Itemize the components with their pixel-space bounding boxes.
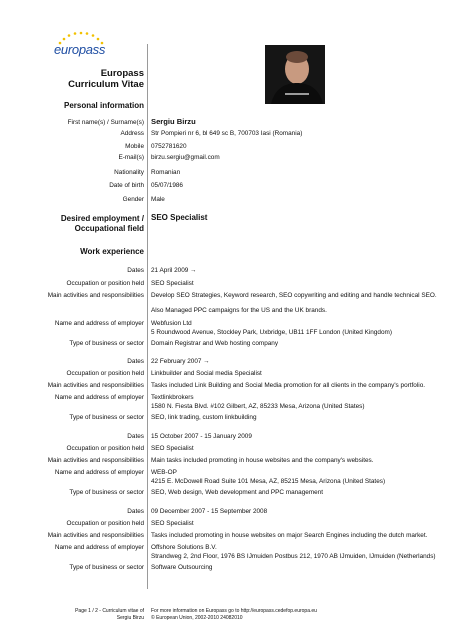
job1-employer-name: Webfusion Ltd	[151, 320, 192, 327]
job4-employer-label: Name and address of employer	[54, 544, 144, 551]
mobile-value: 0752781620	[151, 143, 187, 150]
job4-dates: 09 December 2007 - 15 September 2008	[151, 508, 268, 515]
job2-dates: 22 February 2007 →	[151, 358, 210, 365]
job4-activities-label: Main activities and responsibilities	[47, 532, 144, 539]
job3-employer-name: WEB-OP	[151, 469, 177, 476]
nationality-value: Romanian	[151, 169, 181, 176]
footer-left-line-1: Page 1 / 2 - Curriculum vitae of	[75, 608, 144, 614]
job3-occupation: SEO Specialist	[151, 445, 194, 452]
footer-right-line-1: For more information on Europass go to http://europass.cedefop.europa.eu	[151, 608, 317, 614]
europass-logo	[50, 30, 112, 70]
job1-occupation-label: Occupation or position held	[66, 280, 144, 287]
job1-dates: 21 April 2009 →	[151, 267, 197, 274]
footer-left-line-2: Sergiu Birzu	[116, 614, 144, 621]
job2-dates-label: Dates	[127, 358, 144, 365]
work-experience-heading: Work experience	[80, 247, 144, 256]
job3-business: SEO, Web design, Web development and PPC management	[151, 489, 324, 496]
email-value: birzu.sergiu@gmail.com	[151, 154, 220, 161]
desired-employment-value: SEO Specialist	[151, 213, 208, 222]
job1-activities-label: Main activities and responsibilities	[47, 292, 144, 299]
job4-employer-address: Strandweg 2, 2nd Floor, 1976 BS IJmuiden Postbus 212, 1970 AB IJmuiden, IJmuiden (Netherlands)	[151, 553, 436, 560]
job1-business-label: Type of business or sector	[69, 340, 144, 347]
job1-dates-label: Dates	[127, 267, 144, 274]
job1-occupation: SEO Specialist	[151, 280, 194, 287]
address-value: Str Pompieri nr 6, bl 649 sc B, 700703 Iasi (Romania)	[151, 130, 303, 137]
title-line-2: Curriculum Vitae	[68, 79, 144, 90]
full-name: Sergiu Birzu	[151, 117, 196, 126]
job3-dates-label: Dates	[127, 433, 144, 440]
dob-label: Date of birth	[109, 182, 144, 189]
job3-business-label: Type of business or sector	[69, 489, 144, 496]
name-label: First name(s) / Surname(s)	[67, 119, 144, 126]
job1-employer-label: Name and address of employer	[54, 320, 144, 327]
footer-europass-info	[151, 608, 317, 621]
job2-occupation: Linkbuilder and Social media Specialist	[151, 370, 262, 377]
job3-activities-label: Main activities and responsibilities	[47, 457, 144, 464]
job4-business-label: Type of business or sector	[69, 564, 144, 571]
gender-label: Gender	[122, 196, 144, 203]
job2-employer-name: Textlinkbrokers	[151, 394, 194, 401]
nationality-label: Nationality	[114, 169, 144, 176]
job2-employer-address: 1580 N. Fiesta Blvd. #102 Gilbert, AZ, 85233 Mesa, Arizona (United States)	[151, 403, 365, 410]
desired-employment-heading	[61, 214, 144, 233]
desired-heading-line-1: Desired employment /	[60, 214, 144, 223]
gender-value: Male	[151, 196, 165, 203]
job2-activities-label: Main activities and responsibilities	[47, 382, 144, 389]
job1-activities: Develop SEO Strategies, Keyword research, SEO copywriting and editing and handle technical SEO.	[151, 292, 437, 299]
job4-employer-name: Offshore Solutions B.V.	[151, 544, 217, 551]
column-divider	[147, 44, 148, 589]
job4-occupation-label: Occupation or position held	[66, 520, 144, 527]
job1-business: Domain Registrar and Web hosting company	[151, 340, 279, 347]
job2-business-label: Type of business or sector	[69, 414, 144, 421]
job4-dates-label: Dates	[127, 508, 144, 515]
job2-employer-label: Name and address of employer	[54, 394, 144, 401]
profile-photo	[265, 45, 325, 104]
job2-activities: Tasks included Link Building and Social Media promotion for all clients in the company's portfolio.	[151, 382, 426, 389]
job4-business: Software Outsourcing	[151, 564, 213, 571]
job4-activities: Tasks included promoting in house websites on major Search Engines including the dutch market.	[151, 532, 428, 539]
mobile-label: Mobile	[125, 143, 144, 150]
job1-employer-address: 5 Roundwood Avenue, Stockley Park, Uxbridge, UB11 1FF London (United Kingdom)	[151, 329, 392, 336]
desired-heading-line-2: Occupational field	[74, 223, 144, 233]
job4-occupation: SEO Specialist	[151, 520, 194, 527]
dob-value: 05/07/1986	[151, 182, 183, 189]
footer-right-line-2: © European Union, 2002-2010 24082010	[151, 614, 243, 621]
personal-information-heading: Personal information	[63, 101, 144, 110]
address-label: Address	[120, 130, 144, 137]
job3-dates: 15 October 2007 - 15 January 2009	[151, 433, 252, 440]
document-title	[68, 68, 144, 90]
job2-business: SEO, link trading, custom linkbuilding	[151, 414, 257, 421]
job3-employer-label: Name and address of employer	[54, 469, 144, 476]
job3-activities: Main tasks included promoting in house websites and the company's websites.	[151, 457, 374, 464]
job2-occupation-label: Occupation or position held	[66, 370, 144, 377]
email-label: E-mail(s)	[118, 154, 144, 161]
footer-page-info	[75, 608, 144, 621]
job3-occupation-label: Occupation or position held	[66, 445, 144, 452]
logo-text: europass	[54, 42, 106, 57]
title-line-1: Europass	[100, 68, 144, 79]
job3-employer-address: 4215 E. McDowell Road Suite 101 Mesa, AZ, 85215 Mesa, Arizona (United States)	[151, 478, 386, 485]
job1-activities-extra: Also Managed PPC campaigns for the US and the UK brands.	[151, 307, 327, 314]
